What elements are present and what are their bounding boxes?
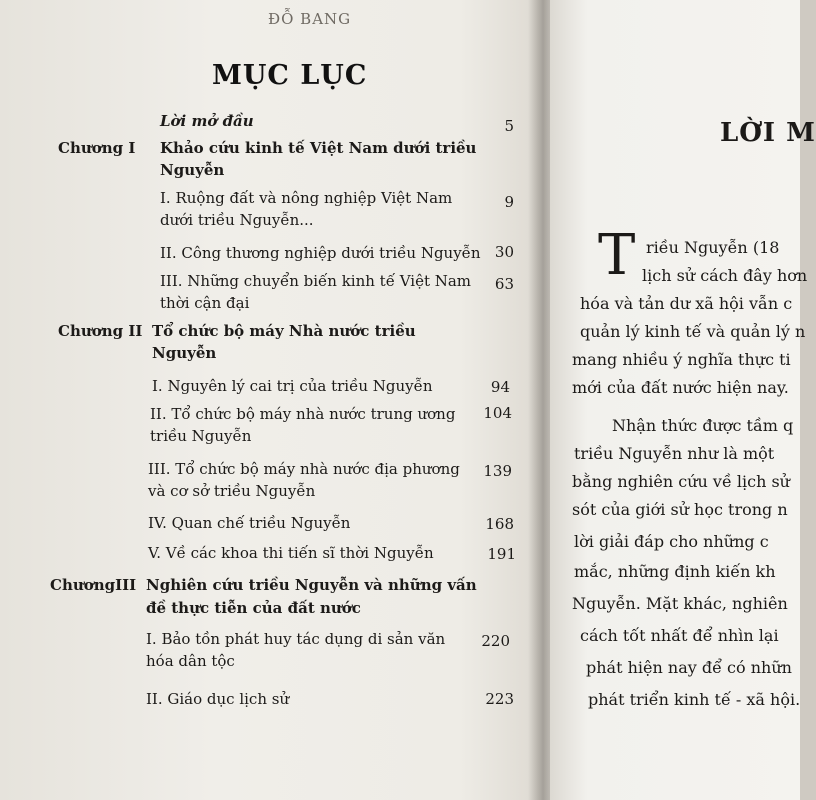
chapter-title: đề thực tiễn của đất nước (146, 599, 361, 617)
toc-page-number: 223 (485, 690, 514, 708)
toc-page-number: 30 (494, 243, 514, 261)
body-text-line: sót của giới sử học trong n (572, 500, 788, 519)
toc-page-number: 139 (483, 462, 512, 480)
toc-entry: II. Giáo dục lịch sử (146, 690, 290, 708)
toc-entry: I. Ruộng đất và nông nghiệp Việt Nam (160, 189, 453, 207)
section-title: LỜI M (720, 118, 816, 148)
chapter-title: Nghiên cứu triều Nguyễn và những vấn (146, 576, 477, 594)
toc-page-number: 191 (487, 545, 516, 563)
body-text-line: Nguyễn. Mặt khác, nghiên (572, 594, 788, 613)
toc-entry: II. Tổ chức bộ máy nhà nước trung ương (150, 405, 456, 423)
body-text-line: riều Nguyễn (18 (646, 238, 780, 257)
toc-preface-label: Lời mở đầu (160, 112, 254, 130)
toc-entry: dưới triều Nguyễn... (160, 211, 314, 229)
body-text-line: phát triển kinh tế - xã hội. (588, 690, 801, 709)
toc-entry: hóa dân tộc (146, 652, 235, 670)
toc-entry: IV. Quan chế triều Nguyễn (148, 514, 351, 532)
toc-page-number: 9 (504, 193, 514, 211)
toc-entry: I. Nguyên lý cai trị của triều Nguyễn (152, 377, 433, 395)
toc-entry: I. Bảo tồn phát huy tác dụng di sản văn (146, 630, 446, 648)
body-text-line: bằng nghiên cứu về lịch sử (572, 472, 790, 491)
body-text-line: mắc, những định kiến kh (574, 562, 776, 581)
toc-entry: triều Nguyễn (150, 427, 252, 445)
chapter-label: Chương II (58, 322, 143, 340)
body-text-line: lời giải đáp cho những c (574, 532, 769, 551)
bleed-through (80, 225, 91, 265)
toc-page-number: 94 (490, 378, 510, 396)
body-text-line: mang nhiều ý nghĩa thực ti (572, 350, 791, 369)
body-text-line: cách tốt nhất để nhìn lại (580, 626, 779, 645)
body-text-line: lịch sử cách đây hơn (642, 266, 808, 285)
toc-entry: thời cận đại (160, 294, 250, 312)
body-text-line: Nhận thức được tầm q (612, 416, 794, 435)
page-title: MỤC LỤC (212, 60, 368, 91)
body-text-line: hóa và tản dư xã hội vẫn c (580, 294, 793, 313)
chapter-title: Nguyễn (152, 344, 217, 362)
toc-entry: V. Về các khoa thi tiến sĩ thời Nguyễn (148, 544, 434, 562)
chapter-title: Nguyễn (160, 161, 225, 179)
chapter-label: Chương I (58, 139, 136, 157)
chapter-title: Khảo cứu kinh tế Việt Nam dưới triều (160, 139, 477, 157)
toc-entry: III. Tổ chức bộ máy nhà nước địa phương (148, 460, 460, 478)
body-text-line: triều Nguyễn như là một (574, 444, 775, 463)
toc-page-number: 220 (481, 632, 510, 650)
toc-page-number: 63 (494, 275, 514, 293)
chapter-label: ChươngIII (50, 576, 137, 594)
body-text-line: quản lý kinh tế và quản lý n (580, 322, 806, 341)
drop-cap: T (598, 223, 636, 288)
toc-page-number: 168 (485, 515, 514, 533)
toc-entry: và cơ sở triều Nguyễn (148, 482, 316, 500)
chapter-title: Tổ chức bộ máy Nhà nước triều (152, 322, 416, 340)
body-text-line: mới của đất nước hiện nay. (572, 378, 789, 397)
right-page (550, 0, 816, 800)
toc-page-number: 104 (483, 404, 512, 422)
toc-entry: II. Công thương nghiệp dưới triều Nguyễn (160, 244, 481, 262)
body-text-line: phát hiện nay để có nhữn (586, 658, 792, 677)
toc-page-number: 5 (504, 117, 514, 135)
running-header: ĐỖ BANG (268, 10, 352, 28)
toc-entry: III. Những chuyển biến kinh tế Việt Nam (160, 272, 472, 290)
